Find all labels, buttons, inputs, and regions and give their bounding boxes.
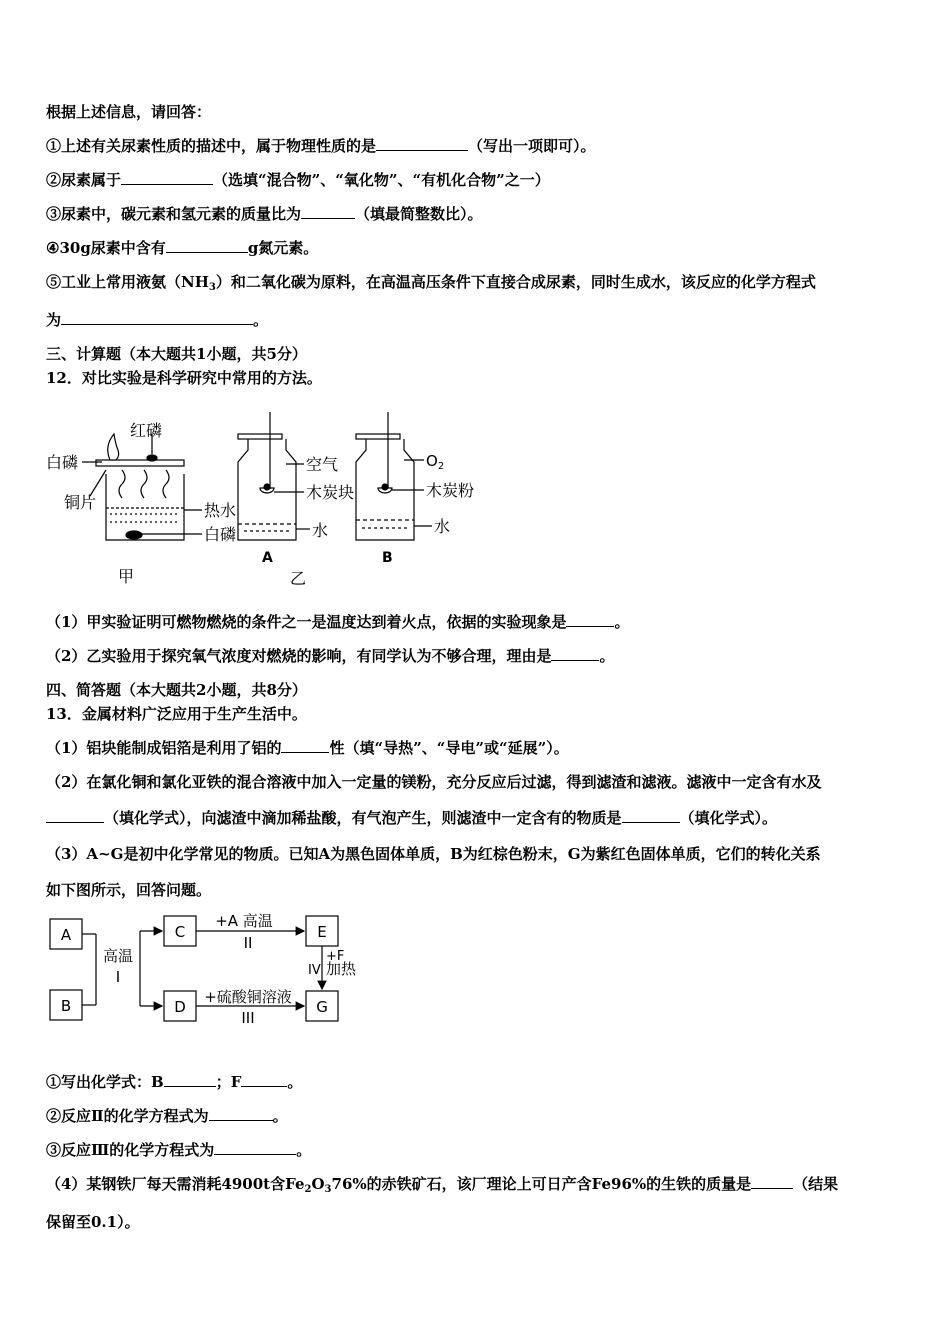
reaction-2-number: II (243, 934, 253, 952)
label-hot-water: 热水 (204, 501, 237, 520)
answer-blank[interactable] (46, 808, 104, 823)
label-white-phosphorus-top: 白磷 (46, 453, 79, 472)
section-4-title: 四、简答题（本大题共2小题，共8分） (46, 681, 307, 699)
answer-blank[interactable] (241, 1072, 287, 1087)
reaction-3-number: III (241, 1009, 255, 1027)
q13-part-4-cont: 保留至0.1）。 (46, 1213, 140, 1231)
q12-part-2: （2）乙实验用于探究氧气浓度对燃烧的影响，有同学认为不够合理，理由是 。 (46, 647, 615, 665)
q11-line-3: ③尿素中，碳元素和氢元素的质量比为 （填最简整数比）。 (46, 205, 483, 223)
caption-yi: 乙 (290, 569, 307, 588)
label-air: 空气 (306, 455, 339, 474)
answer-blank[interactable] (209, 1106, 273, 1121)
answer-blank[interactable] (166, 238, 248, 253)
q13-answer-2: ②反应Ⅱ的化学方程式为 。 (46, 1107, 288, 1125)
reaction-1-number: I (115, 968, 121, 986)
label-water-b: 水 (434, 517, 451, 536)
apparatus-a (238, 412, 310, 540)
node-g-label: G (316, 998, 328, 1016)
node-d-label: D (174, 998, 186, 1016)
node-a-label: A (60, 926, 72, 944)
answer-blank[interactable] (622, 808, 680, 823)
label-charcoal-powder: 木炭粉 (426, 481, 475, 500)
q13-part-3-cont: 如下图所示，回答问题。 (46, 881, 212, 899)
q13-stem: 13．金属材料广泛应用于生产生活中。 (46, 705, 307, 723)
answer-blank[interactable] (121, 170, 213, 185)
label-b: B (382, 550, 393, 566)
label-a: A (262, 550, 273, 566)
answer-blank[interactable] (566, 612, 614, 627)
q13-flow-diagram (44, 910, 384, 1030)
caption-jia: 甲 (118, 567, 135, 586)
label-water-a: 水 (312, 521, 329, 540)
q13-part-2: （2）在氯化铜和氯化亚铁的混合溶液中加入一定量的镁粉，充分反应后过滤，得到滤渣和滤液。滤液中一定含有水及 (46, 773, 822, 791)
reaction-2-condition: +A 高温 (215, 912, 273, 930)
label-copper-plate: 铜片 (64, 493, 97, 512)
node-b-label: B (60, 997, 72, 1015)
label-red-phosphorus: 红磷 (130, 421, 163, 440)
label-white-phosphorus-bottom: 白磷 (204, 525, 237, 544)
q12-part-1: （1）甲实验证明可燃物燃烧的条件之一是温度达到着火点，依据的实验现象是 。 (46, 613, 630, 631)
q13-answer-3: ③反应Ⅲ的化学方程式为 。 (46, 1141, 312, 1159)
answer-blank[interactable] (281, 738, 329, 753)
q13-part-2-cont: （填化学式），向滤渣中滴加稀盐酸，有气泡产生，则滤渣中一定含有的物质是 （填化学式）。 (46, 808, 777, 828)
reaction-4-condition: 加热 (326, 960, 357, 978)
section-3-title: 三、计算题（本大题共1小题，共5分） (46, 345, 307, 363)
label-oxygen: $O_2$ (426, 452, 445, 472)
q12-experiment-figure (44, 404, 484, 590)
answer-blank[interactable] (751, 1174, 793, 1189)
q11-line-1: ①上述有关尿素性质的描述中，属于物理性质的是 （写出一项即可）。 (46, 137, 596, 155)
reaction-4-number: IV (308, 963, 321, 978)
node-e-label: E (317, 923, 327, 941)
apparatus-jia (82, 434, 202, 540)
answer-blank[interactable] (164, 1072, 216, 1087)
q13-answer-1: ①写出化学式：B ；F 。 (46, 1073, 303, 1091)
answer-blank[interactable] (301, 204, 355, 219)
node-c-label: C (174, 923, 186, 941)
q13-part-3: （3）A~G是初中化学常见的物质。已知A为黑色固体单质，B为红棕色粉末，G为紫红色固体单质，它们的转化关系 (46, 845, 821, 863)
reaction-1-condition: 高温 (102, 947, 134, 965)
reaction-3-condition: +硫酸铜溶液 (204, 988, 292, 1006)
q12-stem: 12．对比实验是科学研究中常用的方法。 (46, 369, 322, 387)
q11-line-6: 为 。 (46, 311, 269, 329)
answer-blank[interactable] (214, 1140, 296, 1155)
label-charcoal-block: 木炭块 (306, 483, 355, 502)
reaction-4-plus: +F (326, 949, 345, 964)
q11-line-2: ②尿素属于 （选填“混合物”、“氧化物”、“有机化合物”之一） (46, 171, 550, 189)
apparatus-b (356, 412, 432, 540)
answer-blank[interactable] (61, 310, 253, 325)
q11-line-5: ⑤工业上常用液氨$(NH_3)$和二氧化碳为原料，在高温高压条件下直接合成尿素，同时生成水，该反应的化学方程式 (46, 273, 816, 293)
q11-line-4: ④30g尿素中含有 g氮元素。 (46, 239, 319, 257)
q13-part-4: （4）某钢铁厂每天需消耗4900t含$Fe_2O_376\%$的赤铁矿石，该厂理论上可日产含Fe96%的生铁的质量是 （结果 (46, 1175, 839, 1195)
q11-intro: 根据上述信息，请回答： (46, 103, 212, 121)
q13-part-1: （1）铝块能制成铝箔是利用了铝的 性（填“导热”、“导电”或“延展”）。 (46, 739, 569, 757)
answer-blank[interactable] (551, 646, 599, 661)
answer-blank[interactable] (376, 136, 468, 151)
